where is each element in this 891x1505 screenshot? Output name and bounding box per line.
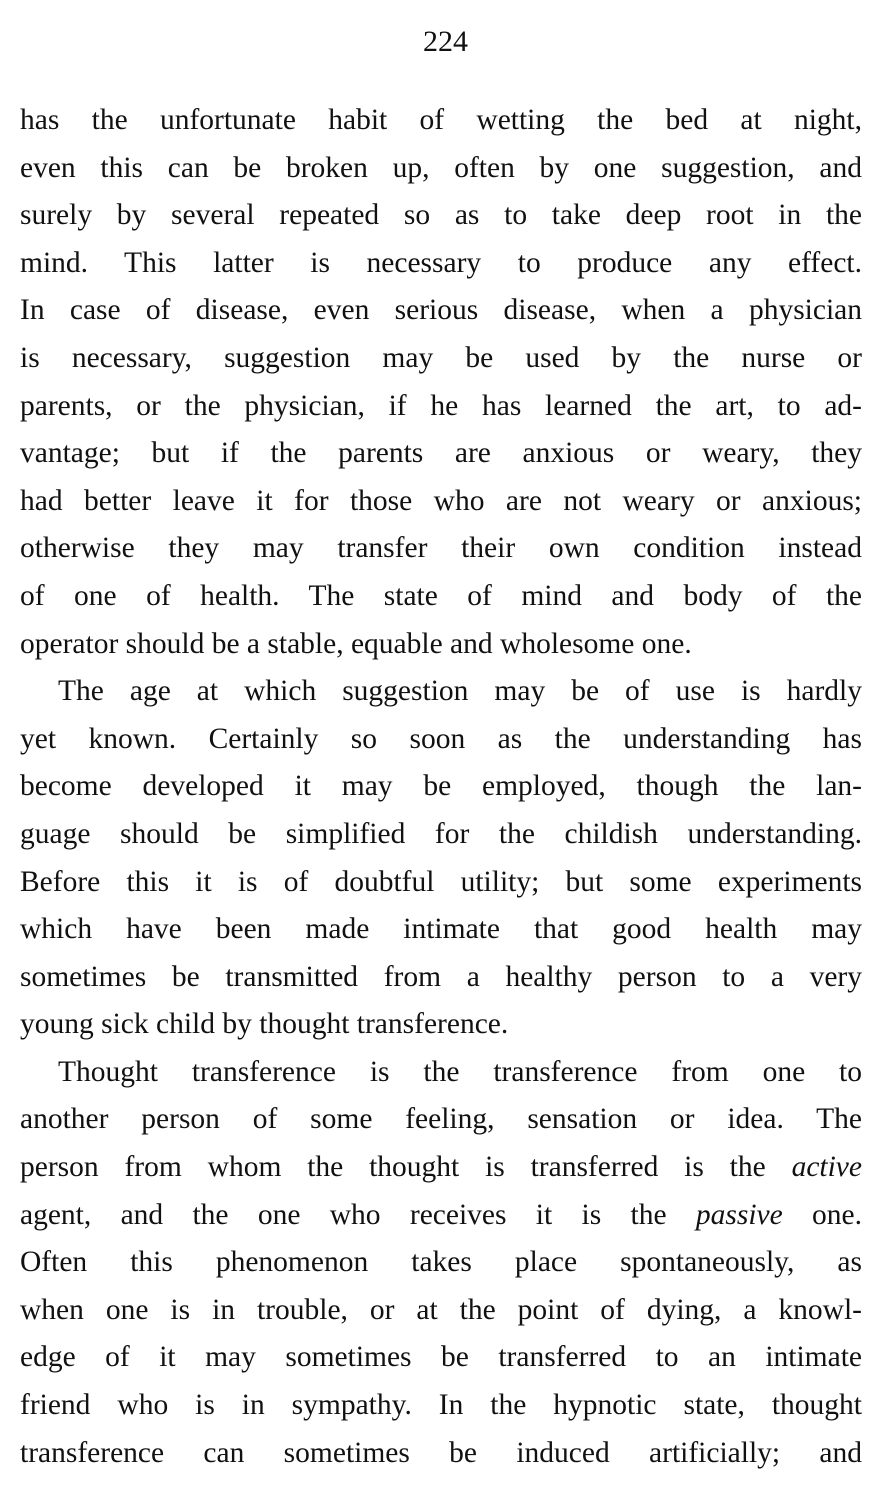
text-line: otherwise they may transfer their own condition instead: [20, 532, 862, 565]
text-line: transference can sometimes be induced artificially; and: [20, 1436, 862, 1469]
text-fragment: agent, and the one who receives it is the: [20, 1198, 696, 1231]
text-line: when one is in trouble, or at the point of dying, a knowl-: [20, 1293, 862, 1326]
text-line: yet known. Certainly so soon as the understanding has: [20, 722, 862, 755]
text-line: young sick child by thought transference.: [20, 1008, 509, 1041]
text-line: guage should be simplified for the childish understanding.: [20, 817, 862, 850]
text-line: The age at which suggestion may be of use is hardly: [58, 675, 862, 708]
text-line: surely by several repeated so as to take deep root in the: [20, 199, 862, 232]
text-line: had better leave it for those who are not weary or anxious;: [20, 484, 862, 517]
italic-word: passive: [695, 1198, 783, 1231]
paragraph-2: [20, 668, 862, 1049]
text-line: another person of some feeling, sensation or idea. The: [20, 1103, 862, 1136]
text-line: Often this phenomenon takes place spontaneously, as: [20, 1246, 862, 1279]
text-line: [20, 1192, 862, 1240]
text-line: operator should be a stable, equable and wholesome one.: [20, 627, 692, 660]
text-line: vantage; but if the parents are anxious or weary, they: [20, 437, 862, 470]
text-fragment: one.: [782, 1198, 862, 1231]
text-line: mind. This latter is necessary to produce any effect.: [20, 246, 862, 279]
text-line: of one of health. The state of mind and body of the: [20, 579, 862, 612]
text-line: become developed it may be employed, though the lan-: [20, 770, 862, 803]
text-line: parents, or the physician, if he has learned the art, to ad-: [20, 389, 862, 422]
text-line: sometimes be transmitted from a healthy person to a very: [20, 960, 862, 993]
text-line: edge of it may sometimes be transferred to an intimate: [20, 1341, 862, 1374]
text-line: even this can be broken up, often by one suggestion, and: [20, 151, 862, 184]
text-fragment: person from whom the thought is transferred is the: [20, 1151, 792, 1184]
text-line: has the unfortunate habit of wetting the bed at night,: [20, 104, 862, 136]
text-line: Before this it is of doubtful utility; but some experiments: [20, 865, 862, 898]
text-line: which have been made intimate that good health may: [20, 913, 862, 946]
text-line: is necessary, suggestion may be used by the nurse or: [20, 341, 862, 374]
text-line: Thought transference is the transference from one to: [58, 1055, 862, 1088]
text-line: [20, 1144, 862, 1192]
page-number: 224: [423, 25, 468, 58]
body-text: [20, 97, 862, 1477]
paragraph-1: [20, 97, 862, 668]
text-line: friend who is in sympathy. In the hypnotic state, thought: [20, 1389, 862, 1422]
paragraph-3: [20, 1049, 862, 1477]
italic-word: active: [791, 1151, 862, 1184]
text-line: In case of disease, even serious disease, when a physician: [20, 294, 862, 327]
